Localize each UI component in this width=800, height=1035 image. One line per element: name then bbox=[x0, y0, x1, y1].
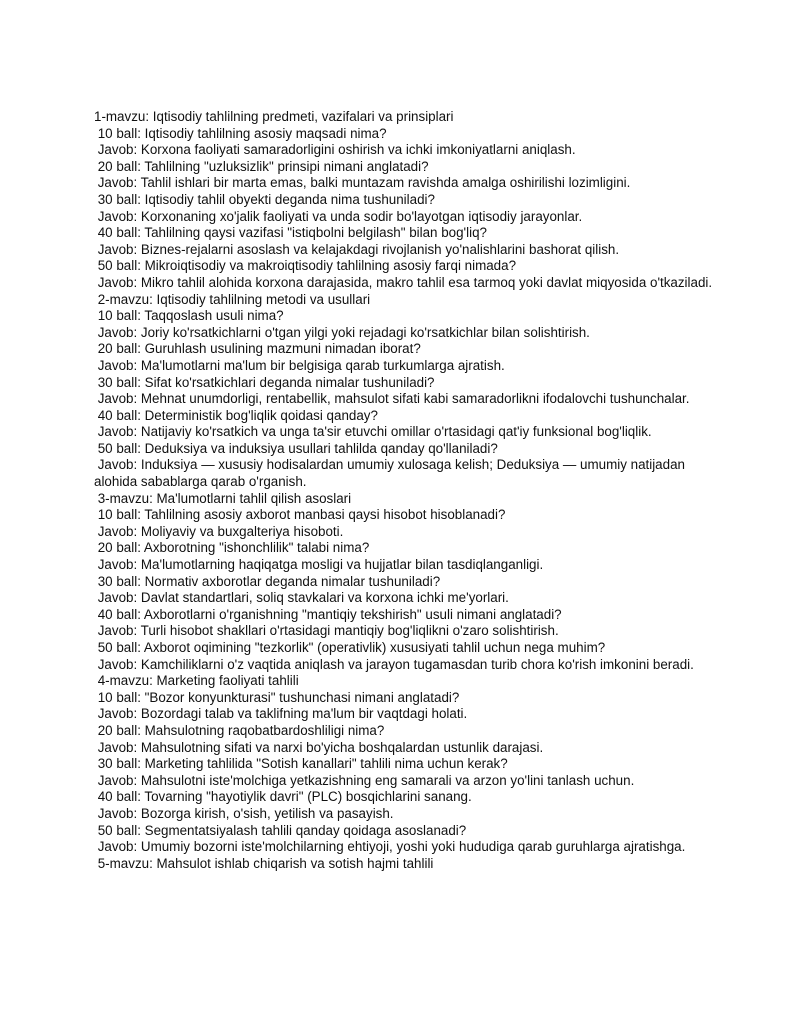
answer-line: Javob: Turli hisobot shakllari o'rtasidagi mantiqiy bog'liqlikni o'zaro solishtirish. bbox=[94, 623, 559, 639]
answer-line: Javob: Kamchiliklarni o'z vaqtida aniqlash va jarayon tugamasdan turib chora ko'rish imkonini beradi. bbox=[94, 656, 694, 672]
question-line: 40 ball: Axborotlarni o'rganishning "mantiqiy tekshirish" usuli nimani anglatadi? bbox=[94, 606, 562, 622]
answer-line: Javob: Ma'lumotlarni ma'lum bir belgisiga qarab turkumlarga ajratish. bbox=[94, 357, 505, 373]
question-line: 50 ball: Mikroiqtisodiy va makroiqtisodiy tahlilning asosiy farqi nimada? bbox=[94, 258, 517, 274]
answer-line: Javob: Mahsulotning sifati va narxi bo'yicha boshqalardan ustunlik darajasi. bbox=[94, 739, 544, 755]
topic-heading: 5-mavzu: Mahsulot ishlab chiqarish va sotish hajmi tahlili bbox=[94, 855, 434, 871]
question-line: 10 ball: Tahlilning asosiy axborot manbasi qaysi hisobot hisoblanadi? bbox=[94, 507, 506, 523]
answer-line: Javob: Mikro tahlil alohida korxona darajasida, makro tahlil esa tarmoq yoki davlat miqyosida o'tkaziladi. bbox=[94, 274, 713, 290]
answer-line: Javob: Korxona faoliyati samaradorligini oshirish va ichki imkoniyatlarni aniqlash. bbox=[94, 142, 576, 158]
question-line: 20 ball: Tahlilning "uzluksizlik" prinsipi nimani anglatadi? bbox=[94, 158, 429, 174]
answer-line: Javob: Biznes-rejalarni asoslash va kelajakdagi rivojlanish yo'nalishlarini bashorat qilish. bbox=[94, 241, 620, 257]
document-body bbox=[94, 109, 714, 872]
answer-line: Javob: Umumiy bozorni iste'molchilarning ehtiyoji, yoshi yoki hududiga qarab guruhlarga ajratishga. bbox=[94, 839, 686, 855]
answer-line: Javob: Ma'lumotlarning haqiqatga mosligi va hujjatlar bilan tasdiqlanganligi. bbox=[94, 557, 544, 573]
question-line: 50 ball: Segmentatsiyalash tahlili qanday qoidaga asoslanadi? bbox=[94, 822, 467, 838]
answer-line: Javob: Korxonaning xo'jalik faoliyati va unda sodir bo'layotgan iqtisodiy jarayonlar. bbox=[94, 208, 583, 224]
question-line: 20 ball: Axborotning "ishonchlilik" talabi nima? bbox=[94, 540, 370, 556]
topic-heading: 3-mavzu: Ma'lumotlarni tahlil qilish asoslari bbox=[94, 490, 352, 506]
answer-line: Javob: Davlat standartlari, soliq stavkalari va korxona ichki me'yorlari. bbox=[94, 590, 509, 606]
question-line: 40 ball: Tovarning "hayotiylik davri" (PLC) bosqichlarini sanang. bbox=[94, 789, 472, 805]
question-line: 20 ball: Mahsulotning raqobatbardoshliligi nima? bbox=[94, 722, 385, 738]
question-line: 20 ball: Guruhlash usulining mazmuni nimadan iborat? bbox=[94, 341, 421, 357]
question-line: 10 ball: "Bozor konyunkturasi" tushunchasi nimani anglatadi? bbox=[94, 689, 460, 705]
question-line: 50 ball: Deduksiya va induksiya usullari tahlilda qanday qo'llaniladi? bbox=[94, 440, 498, 456]
topic-heading: 1-mavzu: Iqtisodiy tahlilning predmeti, vazifalari va prinsiplari bbox=[94, 109, 454, 124]
answer-line: Javob: Bozorga kirish, o'sish, yetilish va pasayish. bbox=[94, 805, 394, 821]
answer-line: Javob: Moliyaviy va buxgalteriya hisoboti. bbox=[94, 523, 344, 539]
topic-heading: 2-mavzu: Iqtisodiy tahlilning metodi va usullari bbox=[94, 291, 371, 307]
question-line: 30 ball: Iqtisodiy tahlil obyekti deganda nima tushuniladi? bbox=[94, 191, 435, 207]
answer-line: Javob: Joriy ko'rsatkichlarni o'tgan yilgi yoki rejadagi ko'rsatkichlar bilan solishtirish. bbox=[94, 324, 590, 340]
answer-line: Javob: Mahsulotni iste'molchiga yetkazishning eng samarali va arzon yo'lini tanlash uchun. bbox=[94, 772, 635, 788]
question-line: 30 ball: Normativ axborotlar deganda nimalar tushuniladi? bbox=[94, 573, 441, 589]
answer-line: Javob: Tahlil ishlari bir marta emas, balki muntazam ravishda amalga oshirilishi lozimligini. bbox=[94, 175, 631, 191]
question-line: 10 ball: Iqtisodiy tahlilning asosiy maqsadi nima? bbox=[94, 125, 387, 141]
answer-line: Javob: Bozordagi talab va taklifning ma'lum bir vaqtdagi holati. bbox=[94, 706, 468, 722]
question-line: 30 ball: Sifat ko'rsatkichlari deganda nimalar tushuniladi? bbox=[94, 374, 435, 390]
topic-heading: 4-mavzu: Marketing faoliyati tahlili bbox=[94, 673, 299, 689]
question-line: 30 ball: Marketing tahlilida "Sotish kanallari" tahlili nima uchun kerak? bbox=[94, 756, 508, 772]
answer-line: Javob: Induksiya — xususiy hodisalardan umumiy xulosaga kelish; Deduksiya — umumiy natijadan alohida sabablarga qarab o'rganish. bbox=[94, 457, 689, 490]
question-line: 40 ball: Deterministik bog'liqlik qoidasi qanday? bbox=[94, 407, 378, 423]
answer-line: Javob: Mehnat unumdorligi, rentabellik, mahsulot sifati kabi samaradorlikni ifodalovchi tushunchalar. bbox=[94, 391, 690, 407]
question-line: 50 ball: Axborot oqimining "tezkorlik" (operativlik) xususiyati tahlil uchun nega muhim? bbox=[94, 640, 606, 655]
question-line: 40 ball: Tahlilning qaysi vazifasi "istiqbolni belgilash" bilan bog'liq? bbox=[94, 225, 487, 241]
answer-line: Javob: Natijaviy ko'rsatkich va unga ta'sir etuvchi omillar o'rtasidagi qat'iy funksional bog'liqlik. bbox=[94, 424, 652, 440]
question-line: 10 ball: Taqqoslash usuli nima? bbox=[94, 308, 284, 324]
